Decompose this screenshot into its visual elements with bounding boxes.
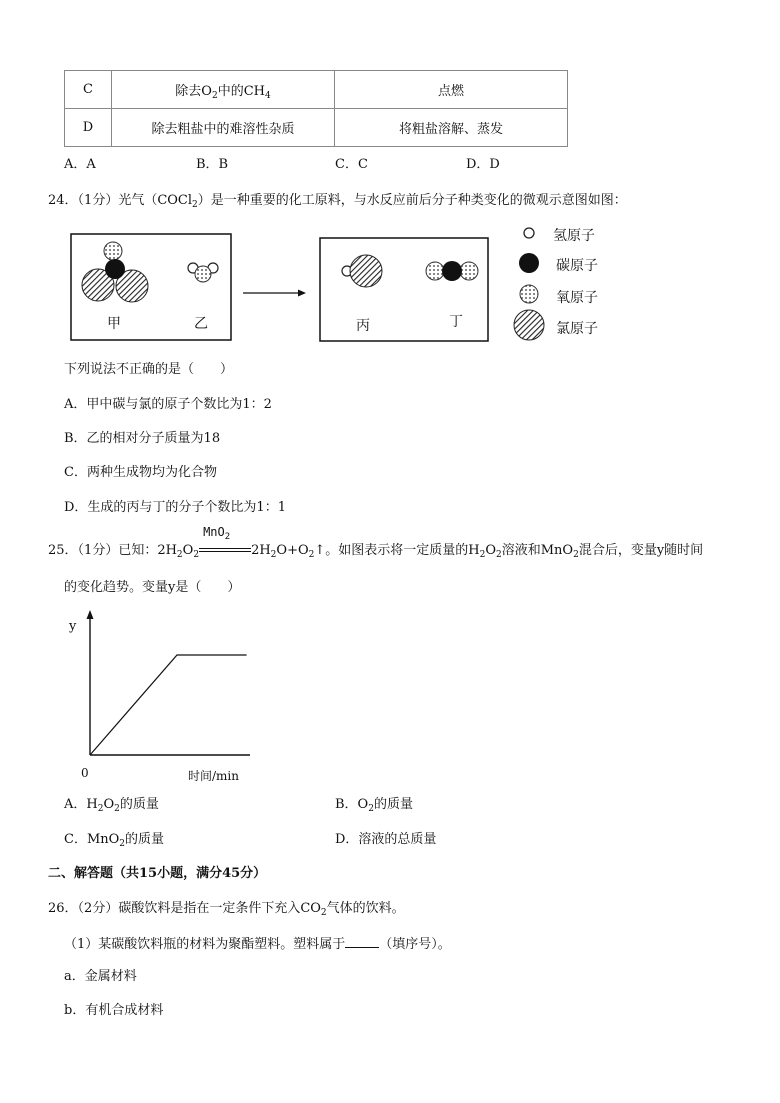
q25-graph	[60, 605, 260, 785]
q24-stem: 24．（1分）光气（COCl$_2$）是一种重要的化工原料，与水反应前后分子种类变化的微观示意图如图：	[48, 193, 627, 210]
label-jia: 甲	[107, 316, 121, 332]
table-cell-letter: D	[65, 109, 112, 147]
answer-blank[interactable]	[345, 935, 379, 948]
label-yi: 乙	[194, 316, 208, 332]
oxygen-atom-icon	[195, 266, 211, 282]
table-cell-content: 除去粗盐中的难溶性杂质	[112, 109, 335, 147]
graph-y-label: y	[69, 619, 77, 634]
arrow-head-icon	[298, 290, 306, 297]
q26-option-b[interactable]: b．有机合成材料	[64, 1003, 164, 1018]
q23-option-a[interactable]: A．A	[64, 157, 96, 172]
table-cell-method: 点燃	[335, 71, 568, 109]
series-line	[90, 655, 247, 755]
legend-chlorine: 氯原子	[556, 321, 598, 337]
q26-sub1: （1）某碳酸饮料瓶的材料为聚酯塑料。塑料属于 （填序号）。	[64, 937, 451, 952]
oxygen-atom-icon	[520, 285, 538, 303]
hydrogen-atom-icon	[524, 228, 534, 238]
section-heading: 二、解答题（共15小题，满分45分）	[48, 866, 267, 881]
chlorine-atom-icon	[514, 310, 544, 340]
q26-option-a[interactable]: a．金属材料	[64, 969, 137, 984]
carbon-atom-icon	[519, 253, 539, 273]
q25-option-b[interactable]: B．$O_2$的质量	[335, 797, 413, 814]
table-cell-content: 除去$O_2$中的$CH_4$	[112, 71, 335, 109]
q24-question: 下列说法不正确的是（ ）	[64, 362, 234, 377]
q25-stem: 25．（1分）已知：$2H_2O_2$ MnO$_2$ $2H_2O+O_2↑$。如图表示将一定质量的$H_2O_2$溶液和MnO$_2$混合后，变量y随时间	[48, 525, 704, 560]
q24-option-c[interactable]: C．两种生成物均为化合物	[64, 465, 217, 480]
carbon-atom-icon	[105, 259, 125, 279]
q23-option-c[interactable]: C．C	[335, 157, 368, 172]
graph-origin-label: 0	[81, 766, 89, 780]
q25-stem-line2: 的变化趋势。变量y是（ ）	[64, 580, 241, 595]
q25-option-c[interactable]: C．MnO$_2$的质量	[64, 832, 165, 849]
oxygen-atom-icon	[104, 242, 122, 260]
table-cell-method: 将粗盐溶解、蒸发	[335, 109, 568, 147]
oxygen-atom-icon	[460, 262, 478, 280]
y-axis-arrow-icon	[87, 610, 94, 619]
chlorine-atom-icon	[350, 255, 382, 287]
label-ding: 丁	[449, 314, 463, 330]
table-cell-letter: C	[65, 71, 112, 109]
q23-option-b[interactable]: B．B	[196, 157, 229, 172]
q24-option-a[interactable]: A．甲中碳与氯的原子个数比为1：2	[64, 397, 272, 412]
label-bing: 丙	[356, 318, 370, 334]
q25-option-a[interactable]: A．$H_2O_2$的质量	[64, 797, 159, 814]
q24-option-d[interactable]: D．生成的丙与丁的分子个数比为1：1	[64, 500, 286, 515]
q23-option-d[interactable]: D．D	[466, 157, 500, 172]
oxygen-atom-icon	[426, 262, 444, 280]
catalyst-condition: MnO$_2$	[199, 542, 251, 554]
graph-x-label: 时间/min	[188, 769, 239, 783]
q24-option-b[interactable]: B．乙的相对分子质量为18	[64, 431, 221, 446]
q26-stem: 26．（2分）碳酸饮料是指在一定条件下充入$CO_2$气体的饮料。	[48, 901, 405, 918]
q25-option-d[interactable]: D．溶液的总质量	[335, 832, 437, 847]
legend-oxygen: 氧原子	[556, 290, 598, 306]
molecule-diagram	[0, 0, 780, 360]
carbon-atom-icon	[442, 261, 462, 281]
legend-hydrogen: 氢原子	[553, 228, 595, 244]
legend-carbon: 碳原子	[556, 258, 598, 274]
